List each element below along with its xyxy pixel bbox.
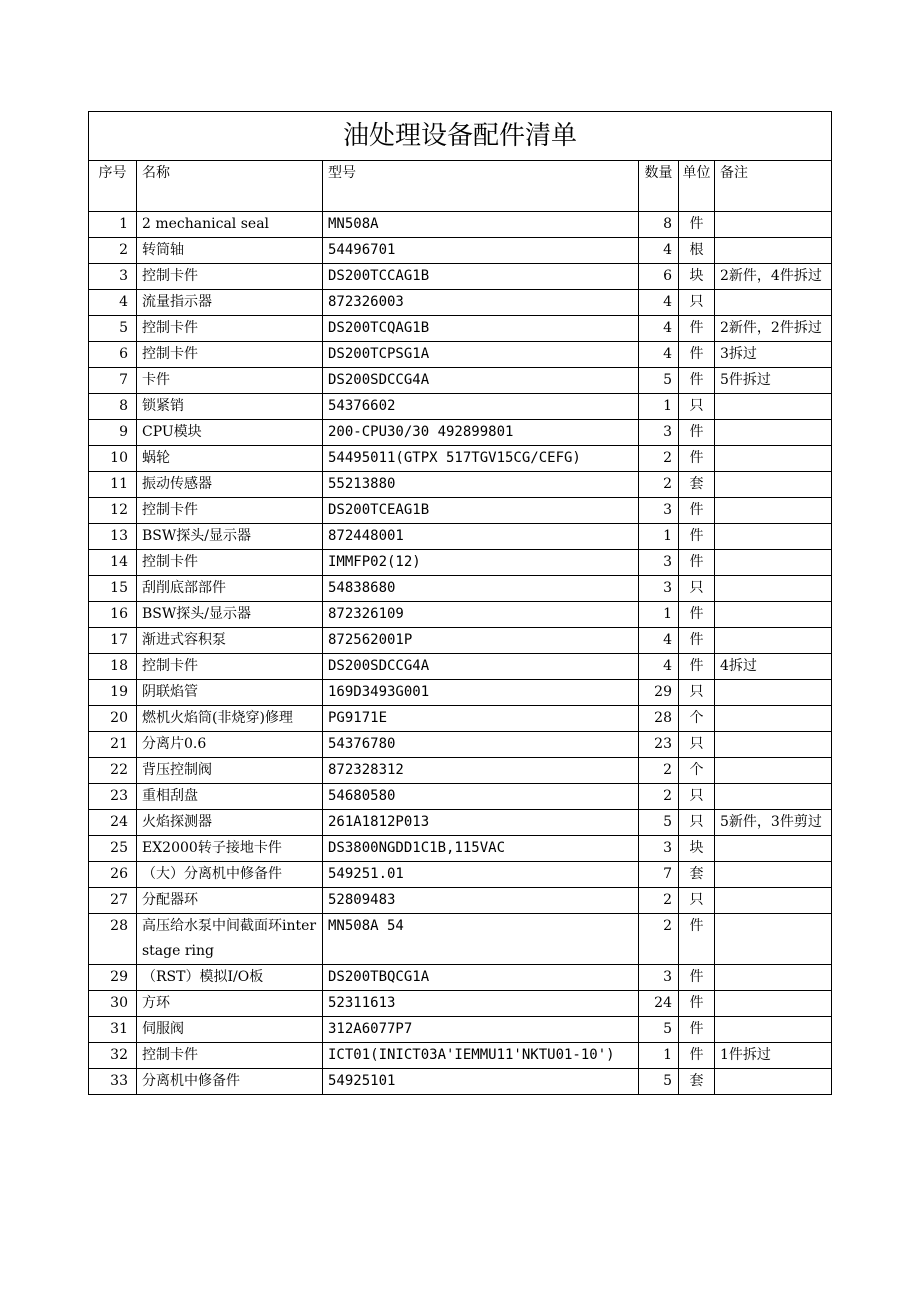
part-model: DS200SDCCG4A [323, 368, 639, 394]
quantity: 7 [639, 862, 679, 888]
parts-list-table [88, 111, 832, 1095]
unit: 套 [679, 862, 715, 888]
part-name: 分离片0.6 [137, 732, 323, 758]
unit: 件 [679, 524, 715, 550]
quantity: 4 [639, 654, 679, 680]
unit: 只 [679, 290, 715, 316]
part-name: 振动传感器 [137, 472, 323, 498]
unit: 件 [679, 342, 715, 368]
part-model: 54376602 [323, 394, 639, 420]
unit: 件 [679, 991, 715, 1017]
part-model: 54376780 [323, 732, 639, 758]
unit: 个 [679, 706, 715, 732]
note: 2新件，4件拆过 [715, 264, 832, 290]
part-name: 刮削底部部件 [137, 576, 323, 602]
unit: 根 [679, 238, 715, 264]
quantity: 5 [639, 1017, 679, 1043]
part-name: 控制卡件 [137, 498, 323, 524]
unit: 件 [679, 368, 715, 394]
row-number: 15 [89, 576, 137, 602]
table-row [89, 706, 832, 732]
unit: 件 [679, 550, 715, 576]
part-model: 872326109 [323, 602, 639, 628]
part-model: 54495011(GTPX 517TGV15CG/CEFG) [323, 446, 639, 472]
part-name: EX2000转子接地卡件 [137, 836, 323, 862]
part-model: 872328312 [323, 758, 639, 784]
row-number: 20 [89, 706, 137, 732]
unit: 只 [679, 394, 715, 420]
note [715, 628, 832, 654]
note: 1件拆过 [715, 1043, 832, 1069]
table-row [89, 212, 832, 238]
table-row [89, 550, 832, 576]
note [715, 784, 832, 810]
unit: 件 [679, 498, 715, 524]
note [715, 991, 832, 1017]
row-number: 28 [89, 914, 137, 965]
row-number: 13 [89, 524, 137, 550]
part-model: 872326003 [323, 290, 639, 316]
table-row [89, 1017, 832, 1043]
quantity: 2 [639, 472, 679, 498]
part-model: 200-CPU30/30 492899801 [323, 420, 639, 446]
part-model: 54838680 [323, 576, 639, 602]
quantity: 2 [639, 914, 679, 965]
part-model: DS3800NGDD1C1B,115VAC [323, 836, 639, 862]
part-name: BSW探头/显示器 [137, 602, 323, 628]
quantity: 1 [639, 1043, 679, 1069]
table-row [89, 446, 832, 472]
part-name: 渐进式容积泵 [137, 628, 323, 654]
note [715, 238, 832, 264]
row-number: 6 [89, 342, 137, 368]
part-model: 55213880 [323, 472, 639, 498]
row-number: 30 [89, 991, 137, 1017]
note [715, 1069, 832, 1095]
header-unit: 单位 [679, 161, 715, 212]
part-model: DS200TCPSG1A [323, 342, 639, 368]
part-model: DS200TCEAG1B [323, 498, 639, 524]
part-name: BSW探头/显示器 [137, 524, 323, 550]
unit: 只 [679, 732, 715, 758]
row-number: 18 [89, 654, 137, 680]
note [715, 862, 832, 888]
table-row [89, 628, 832, 654]
unit: 只 [679, 810, 715, 836]
table-row [89, 784, 832, 810]
part-name: 控制卡件 [137, 342, 323, 368]
row-number: 9 [89, 420, 137, 446]
unit: 只 [679, 784, 715, 810]
part-name: （RST）模拟I/O板 [137, 965, 323, 991]
note [715, 524, 832, 550]
note: 4拆过 [715, 654, 832, 680]
quantity: 4 [639, 342, 679, 368]
note [715, 706, 832, 732]
part-name: 分配器环 [137, 888, 323, 914]
note [715, 212, 832, 238]
page-title: 油处理设备配件清单 [89, 112, 832, 161]
table-row [89, 680, 832, 706]
row-number: 31 [89, 1017, 137, 1043]
quantity: 2 [639, 888, 679, 914]
part-model: MN508A 54 [323, 914, 639, 965]
table-row [89, 991, 832, 1017]
unit: 套 [679, 472, 715, 498]
table-row [89, 342, 832, 368]
table-row [89, 576, 832, 602]
unit: 套 [679, 1069, 715, 1095]
row-number: 10 [89, 446, 137, 472]
quantity: 3 [639, 965, 679, 991]
quantity: 2 [639, 446, 679, 472]
table-row [89, 420, 832, 446]
part-model: DS200TCCAG1B [323, 264, 639, 290]
unit: 件 [679, 965, 715, 991]
unit: 只 [679, 680, 715, 706]
part-name: 高压给水泵中间截面环inter stage ring [137, 914, 323, 965]
note [715, 758, 832, 784]
row-number: 11 [89, 472, 137, 498]
note [715, 965, 832, 991]
part-name: CPU模块 [137, 420, 323, 446]
row-number: 4 [89, 290, 137, 316]
quantity: 5 [639, 810, 679, 836]
note: 2新件，2件拆过 [715, 316, 832, 342]
row-number: 1 [89, 212, 137, 238]
quantity: 6 [639, 264, 679, 290]
row-number: 24 [89, 810, 137, 836]
table-row [89, 965, 832, 991]
unit: 件 [679, 654, 715, 680]
table-row [89, 290, 832, 316]
quantity: 3 [639, 498, 679, 524]
quantity: 2 [639, 758, 679, 784]
table-row [89, 654, 832, 680]
header-model: 型号 [323, 161, 639, 212]
row-number: 25 [89, 836, 137, 862]
unit: 只 [679, 576, 715, 602]
note: 5新件，3件剪过 [715, 810, 832, 836]
quantity: 8 [639, 212, 679, 238]
row-number: 5 [89, 316, 137, 342]
part-model: 169D3493G001 [323, 680, 639, 706]
note [715, 888, 832, 914]
unit: 件 [679, 628, 715, 654]
part-model: ICT01(INICT03A'IEMMU11'NKTU01-10') [323, 1043, 639, 1069]
part-name: 火焰探测器 [137, 810, 323, 836]
part-name: 控制卡件 [137, 1043, 323, 1069]
note [715, 602, 832, 628]
header-no: 序号 [89, 161, 137, 212]
table-row [89, 888, 832, 914]
table-row [89, 836, 832, 862]
unit: 件 [679, 914, 715, 965]
row-number: 27 [89, 888, 137, 914]
part-model: 54680580 [323, 784, 639, 810]
part-model: 549251.01 [323, 862, 639, 888]
part-model: MN508A [323, 212, 639, 238]
part-name: 方环 [137, 991, 323, 1017]
unit: 件 [679, 602, 715, 628]
note [715, 1017, 832, 1043]
quantity: 3 [639, 836, 679, 862]
note [715, 446, 832, 472]
quantity: 1 [639, 394, 679, 420]
table-row [89, 1043, 832, 1069]
row-number: 33 [89, 1069, 137, 1095]
part-name: 蜗轮 [137, 446, 323, 472]
row-number: 23 [89, 784, 137, 810]
row-number: 8 [89, 394, 137, 420]
part-name: 2 mechanical seal [137, 212, 323, 238]
part-name: 卡件 [137, 368, 323, 394]
unit: 件 [679, 1017, 715, 1043]
row-number: 12 [89, 498, 137, 524]
part-model: 872562001P [323, 628, 639, 654]
table-row [89, 862, 832, 888]
table-row [89, 394, 832, 420]
quantity: 4 [639, 238, 679, 264]
table-row [89, 1069, 832, 1095]
part-name: 燃机火焰筒(非烧穿)修理 [137, 706, 323, 732]
part-model: DS200SDCCG4A [323, 654, 639, 680]
row-number: 32 [89, 1043, 137, 1069]
table-row [89, 498, 832, 524]
quantity: 3 [639, 420, 679, 446]
part-model: 52311613 [323, 991, 639, 1017]
table-row [89, 914, 832, 965]
note [715, 836, 832, 862]
row-number: 7 [89, 368, 137, 394]
note [715, 680, 832, 706]
table-row [89, 758, 832, 784]
row-number: 26 [89, 862, 137, 888]
part-model: 54496701 [323, 238, 639, 264]
table-row [89, 732, 832, 758]
table-row [89, 368, 832, 394]
row-number: 3 [89, 264, 137, 290]
note [715, 290, 832, 316]
part-model: 312A6077P7 [323, 1017, 639, 1043]
row-number: 19 [89, 680, 137, 706]
row-number: 2 [89, 238, 137, 264]
quantity: 3 [639, 550, 679, 576]
quantity: 28 [639, 706, 679, 732]
part-model: 52809483 [323, 888, 639, 914]
quantity: 1 [639, 602, 679, 628]
quantity: 29 [639, 680, 679, 706]
header-qty: 数量 [639, 161, 679, 212]
part-name: 分离机中修备件 [137, 1069, 323, 1095]
quantity: 5 [639, 368, 679, 394]
part-name: 控制卡件 [137, 264, 323, 290]
unit: 个 [679, 758, 715, 784]
part-model: DS200TBQCG1A [323, 965, 639, 991]
note [715, 498, 832, 524]
row-number: 29 [89, 965, 137, 991]
unit: 件 [679, 446, 715, 472]
note [715, 576, 832, 602]
note [715, 550, 832, 576]
quantity: 5 [639, 1069, 679, 1095]
part-name: 锁紧销 [137, 394, 323, 420]
table-body [89, 212, 832, 1095]
part-name: 伺服阀 [137, 1017, 323, 1043]
part-name: 流量指示器 [137, 290, 323, 316]
unit: 块 [679, 264, 715, 290]
table-row [89, 602, 832, 628]
table-row [89, 316, 832, 342]
quantity: 24 [639, 991, 679, 1017]
part-model: 54925101 [323, 1069, 639, 1095]
part-model: 872448001 [323, 524, 639, 550]
part-name: 控制卡件 [137, 654, 323, 680]
row-number: 17 [89, 628, 137, 654]
quantity: 1 [639, 524, 679, 550]
part-name: 控制卡件 [137, 316, 323, 342]
part-name: 转筒轴 [137, 238, 323, 264]
part-model: 261A1812P013 [323, 810, 639, 836]
unit: 件 [679, 316, 715, 342]
row-number: 22 [89, 758, 137, 784]
part-name: 重相刮盘 [137, 784, 323, 810]
note: 5件拆过 [715, 368, 832, 394]
header-note: 备注 [715, 161, 832, 212]
row-number: 16 [89, 602, 137, 628]
row-number: 21 [89, 732, 137, 758]
quantity: 23 [639, 732, 679, 758]
row-number: 14 [89, 550, 137, 576]
quantity: 2 [639, 784, 679, 810]
part-model: PG9171E [323, 706, 639, 732]
note [715, 914, 832, 965]
quantity: 4 [639, 628, 679, 654]
unit: 只 [679, 888, 715, 914]
part-name: （大）分离机中修备件 [137, 862, 323, 888]
unit: 件 [679, 212, 715, 238]
note [715, 472, 832, 498]
part-name: 背压控制阀 [137, 758, 323, 784]
header-name: 名称 [137, 161, 323, 212]
note [715, 732, 832, 758]
part-name: 阴联焰管 [137, 680, 323, 706]
part-model: IMMFP02(12) [323, 550, 639, 576]
unit: 件 [679, 420, 715, 446]
table-row [89, 810, 832, 836]
part-name: 控制卡件 [137, 550, 323, 576]
table-row [89, 264, 832, 290]
unit: 块 [679, 836, 715, 862]
unit: 件 [679, 1043, 715, 1069]
note [715, 394, 832, 420]
note: 3拆过 [715, 342, 832, 368]
table-row [89, 524, 832, 550]
quantity: 3 [639, 576, 679, 602]
header-row [89, 161, 832, 212]
quantity: 4 [639, 316, 679, 342]
title-row [89, 112, 832, 161]
table-row [89, 472, 832, 498]
part-model: DS200TCQAG1B [323, 316, 639, 342]
quantity: 4 [639, 290, 679, 316]
table-row [89, 238, 832, 264]
note [715, 420, 832, 446]
